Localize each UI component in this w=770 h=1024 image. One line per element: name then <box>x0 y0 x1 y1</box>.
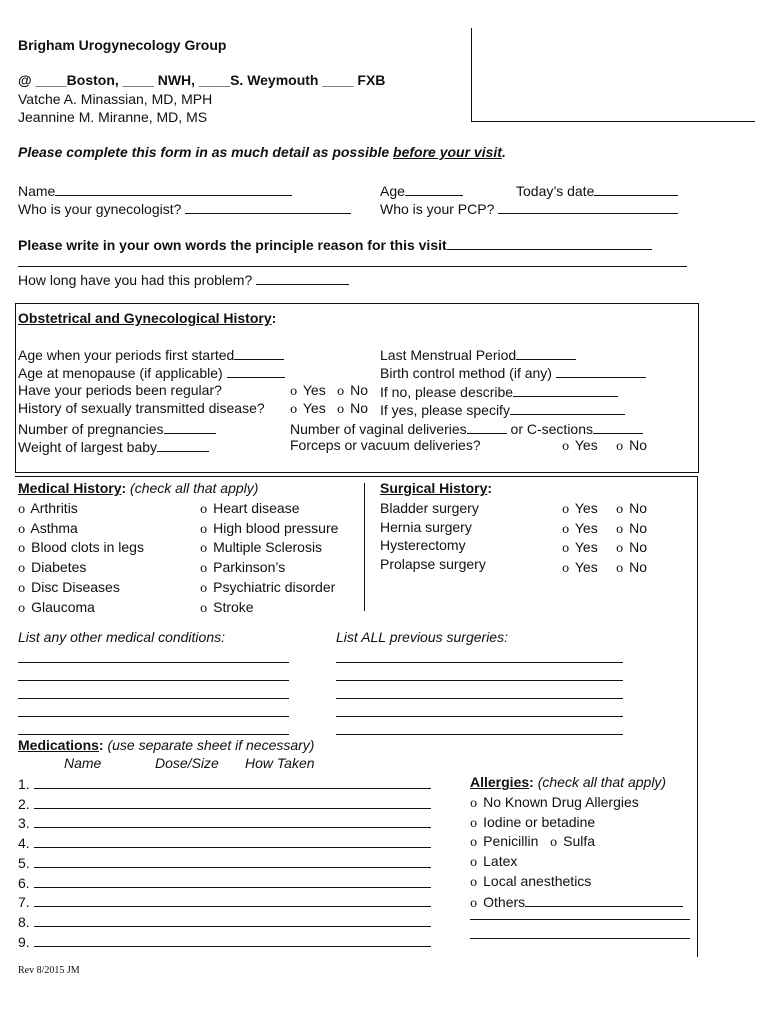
condition-multiple-sclerosis[interactable]: o Multiple Sclerosis <box>200 539 323 556</box>
surgical-history-heading: Surgical History: <box>380 480 493 496</box>
medication-line-3[interactable]: 3. <box>18 813 431 833</box>
largest-baby-field[interactable]: Weight of largest baby <box>18 437 209 455</box>
surgery-prolapse-no[interactable]: o No <box>616 559 648 576</box>
instructions-emphasis: before your visit <box>393 144 502 160</box>
instructions-suffix: . <box>501 144 506 160</box>
surgery-bladder: Bladder surgery <box>380 500 479 516</box>
revision-footer: Rev 8/2015 JM <box>18 965 80 976</box>
surgery-hernia-no[interactable]: o No <box>616 519 648 536</box>
history-section-divider <box>364 483 365 611</box>
medication-line-2[interactable]: 2. <box>18 794 431 814</box>
periods-regular-label: Have your periods been regular? <box>18 382 222 398</box>
allergy-list <box>470 793 683 912</box>
condition-diabetes[interactable]: o Diabetes <box>18 559 87 576</box>
previous-surgeries-label: List ALL previous surgeries: <box>336 629 508 645</box>
condition-blood-clots[interactable]: o Blood clots in legs <box>18 539 144 556</box>
previous-surgeries-line[interactable] <box>336 698 623 699</box>
allergy-others-line[interactable] <box>470 938 690 939</box>
locations-line: @ ____Boston, ____ NWH, ____S. Weymouth ____ FXB <box>18 72 386 88</box>
medical-history-heading: Medical History: (check all that apply) <box>18 480 259 496</box>
instructions <box>18 144 506 160</box>
forceps-label: Forceps or vacuum deliveries? <box>290 437 481 453</box>
medication-line-9[interactable]: 9. <box>18 932 431 952</box>
doctor-1: Vatche A. Minassian, MD, MPH <box>18 91 213 107</box>
medication-line-6[interactable]: 6. <box>18 873 431 893</box>
allergy-latex[interactable]: o Latex <box>470 853 518 870</box>
allergy-sulfa[interactable]: o Sulfa <box>550 833 596 850</box>
std-history-label: History of sexually transmitted disease? <box>18 400 265 416</box>
allergy-others[interactable]: o Others <box>470 892 683 913</box>
allergy-penicillin-row <box>470 832 683 852</box>
surgical-no-col <box>616 499 647 578</box>
allergy-none[interactable]: o No Known Drug Allergies <box>470 794 639 810</box>
other-conditions-line[interactable] <box>18 680 289 681</box>
other-conditions-line[interactable] <box>18 734 289 735</box>
medications-heading: Medications: (use separate sheet if necessary) <box>18 737 315 753</box>
surgery-bladder-yes[interactable]: o Yes <box>562 500 598 516</box>
pcp-field[interactable]: Who is your PCP? <box>380 199 678 217</box>
periods-describe-field[interactable]: If no, please describe <box>380 382 618 400</box>
other-conditions-line[interactable] <box>18 698 289 699</box>
medical-col-1 <box>18 499 144 617</box>
periods-regular-yes[interactable]: o Yes <box>290 382 326 398</box>
duration-field[interactable]: How long have you had this problem? <box>18 270 349 288</box>
condition-glaucoma[interactable]: o Glaucoma <box>18 598 95 615</box>
address-box-bottom-border <box>471 121 755 122</box>
surgery-hysterectomy-no[interactable]: o No <box>616 539 648 556</box>
previous-surgeries-line[interactable] <box>336 716 623 717</box>
periods-regular-no[interactable]: o No <box>337 382 369 398</box>
surgery-hysterectomy-yes[interactable]: o Yes <box>562 539 598 556</box>
allergy-penicillin[interactable]: o Penicillin <box>470 833 539 850</box>
reason-field[interactable]: Please write in your own words the principle reason for this visit <box>18 235 652 253</box>
medications-col-name: Name <box>64 755 102 771</box>
history-section-top <box>15 476 698 477</box>
instructions-prefix: Please complete this form in as much detail as possible <box>18 144 394 160</box>
medication-line-7[interactable]: 7. <box>18 892 431 912</box>
todays-date-field[interactable]: Today’s date <box>516 181 678 199</box>
condition-arthritis[interactable]: o Arthritis <box>18 500 78 516</box>
surgery-bladder-no[interactable]: o No <box>616 500 648 516</box>
allergies-heading: Allergies: (check all that apply) <box>470 774 667 790</box>
vaginal-deliveries-field[interactable]: Number of vaginal deliveries or C-sections <box>290 419 643 437</box>
condition-heart-disease[interactable]: o Heart disease <box>200 500 300 516</box>
menarche-age-field[interactable]: Age when your periods first started <box>18 345 284 363</box>
condition-parkinsons[interactable]: o Parkinson’s <box>200 559 286 576</box>
condition-high-blood-pressure[interactable]: o High blood pressure <box>200 519 339 536</box>
other-conditions-line[interactable] <box>18 716 289 717</box>
age-field[interactable]: Age <box>380 181 463 199</box>
clinic-title: Brigham Urogynecology Group <box>18 37 227 53</box>
surgery-prolapse: Prolapse surgery <box>380 556 486 573</box>
reason-continuation-line[interactable] <box>18 266 687 267</box>
medication-line-1[interactable]: 1. <box>18 774 431 794</box>
allergy-local-anesthetics[interactable]: o Local anesthetics <box>470 872 592 889</box>
surgery-hernia: Hernia surgery <box>380 518 472 535</box>
std-specify-field[interactable]: If yes, please specify <box>380 400 625 418</box>
medication-line-4[interactable]: 4. <box>18 833 431 853</box>
previous-surgeries-line[interactable] <box>336 734 623 735</box>
pregnancies-field[interactable]: Number of pregnancies <box>18 419 216 437</box>
last-menstrual-period-field[interactable]: Last Menstrual Period <box>380 345 576 363</box>
std-history-no[interactable]: o No <box>337 400 369 416</box>
allergy-others-line[interactable] <box>470 919 690 920</box>
surgery-prolapse-yes[interactable]: o Yes <box>562 559 598 576</box>
medication-list <box>18 774 431 951</box>
doctor-2: Jeannine M. Miranne, MD, MS <box>18 109 208 125</box>
medication-line-5[interactable]: 5. <box>18 853 431 873</box>
medications-col-how: How Taken <box>245 755 315 771</box>
birth-control-field[interactable]: Birth control method (if any) <box>380 363 646 381</box>
forceps-no[interactable]: o No <box>616 437 648 453</box>
name-field[interactable]: Name <box>18 181 292 199</box>
menopause-age-field[interactable]: Age at menopause (if applicable) <box>18 363 285 381</box>
address-box-left-border <box>471 28 472 122</box>
surgery-hernia-yes[interactable]: o Yes <box>562 519 598 536</box>
allergy-iodine[interactable]: o Iodine or betadine <box>470 813 596 830</box>
medication-line-8[interactable]: 8. <box>18 912 431 932</box>
other-conditions-line[interactable] <box>18 662 289 663</box>
condition-stroke[interactable]: o Stroke <box>200 598 254 615</box>
previous-surgeries-line[interactable] <box>336 680 623 681</box>
previous-surgeries-line[interactable] <box>336 662 623 663</box>
medications-col-dose: Dose/Size <box>155 755 219 771</box>
condition-psychiatric[interactable]: o Psychiatric disorder <box>200 578 336 595</box>
condition-asthma[interactable]: o Asthma <box>18 519 78 536</box>
medical-col-2 <box>200 499 338 617</box>
condition-disc-diseases[interactable]: o Disc Diseases <box>18 578 120 595</box>
surgical-list <box>380 499 486 574</box>
std-history-yes[interactable]: o Yes <box>290 400 326 416</box>
ob-gyn-heading: Obstetrical and Gynecological History: <box>18 310 277 326</box>
other-conditions-label: List any other medical conditions: <box>18 629 225 645</box>
gynecologist-field[interactable]: Who is your gynecologist? <box>18 199 351 217</box>
surgical-yes-col <box>562 499 598 578</box>
forceps-yes[interactable]: o Yes <box>562 437 598 453</box>
surgery-hysterectomy: Hysterectomy <box>380 537 466 554</box>
